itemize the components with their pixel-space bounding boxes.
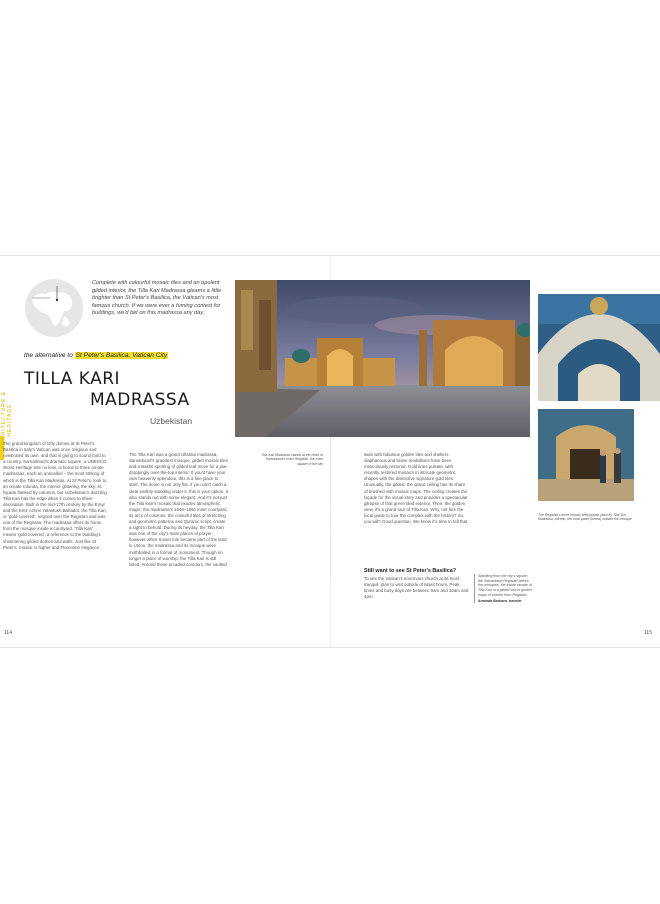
section-side-label: ARCHITECTURE & HERITAGE xyxy=(1,391,13,449)
alternative-line xyxy=(24,352,168,359)
sidebar-quote xyxy=(474,574,534,603)
globe-locator-icon xyxy=(24,278,84,338)
body-column-1: The grand kingdom of lofty domes at St Peter's Basilica in Italy's Vatican was once religious and celebrated its own, and that is going to sound bold to a country. Samarkand's dramatic square, a UNESCO World Heritage Site no less, is home to three ornate madrassas, each an unrivalled – the most striking of which is the Tilla Kari Madrassa. At St Peter's, look to an ornate rotunda, the interior glittering, the sky; its façade flanked by columns, but Uzbekistan's dazzling Tilla Kari has the edge when it comes to sheer decoration. Built in the mid-17th century by the Emyr and the Emir Azhmi Yalantush Bahador, the Tilla Kari, or 'gold-covered', reigned over the Registan and was one of the Registan. The madrassa offers its home from the mosque inside a courtyard. 'Tilla Kari' means 'gold-covered', a reference to the building's shimmering gilded domes and walls. Just like St Peter's, mosaic is higher and Florentine elegance. xyxy=(3,441,107,550)
sidebar-text: Standing from the city's square, the Samarkand Registan before the mosques, the inside facade of Tilla Kari in a gilded sea of golden maps of scenes from Registan. xyxy=(478,574,532,597)
intro-paragraph: Complete with colourful mosaic tiles and an opulent gilded interior, the Tilla Kari Madrassa gleams a little brighter than St Peter's Basilica, the Vatican's most famous church. If we were ever a fuming contest for buildings, we'd bet on this madrassa any day. xyxy=(92,280,222,317)
registan-square-photo xyxy=(235,280,530,437)
page-number-right: 115 xyxy=(644,630,652,636)
country-label: Uzbekistan xyxy=(150,416,193,426)
sidebar-credit: Amanda Barbara, traveler xyxy=(478,598,522,603)
portal-photo-caption: The Registan's three mosaic-tiled portals (above), Shir-Dor Madrassa; Alfredo, the local guide (below) outside the mosque xyxy=(538,513,632,522)
body-column-2: The Tilla Kari was a grand Ulfanka madrassa, Samarkand's grandest mosque, gilded mosaic tiles and a Bakhti sporting of gilded leaf move for a jaw-droppingly over-the-top interior. If you'd have your own heavenly splendour, this is a fine place to start. The dome is not only flat, if you can't catch a clear earthly standing under it, this is your option. It also stands out with some elegant. And it's not just the Tilla Kari's mosaic that exudes atmospheric magic: the madrassa's 1646–1660 inner courtyard, its arcs of columns, the colourful tiles of stretching and geometric patterns and Quranic script, create a sight to behold. During its heyday, the Tilla Kari was one of the city's main places of prayer; however when Soviet rule became part of the land in Union, the madrassa and its mosque were mothballed in a format of monument. Though no longer a place of worship, the Tilla Kari is still listed. Around these arcaded corridors, the vaulted xyxy=(129,452,229,567)
page-number-left: 114 xyxy=(4,630,12,636)
title-line-2: MADRASSA xyxy=(90,390,190,410)
portal-visitors-photo xyxy=(538,409,634,501)
still-want-paragraph: To see the Vatican's enormous church at its most tranquil, plan to visit outside of Mass hours. Peak times and busy days are between 9am and 10am and 4pm. xyxy=(364,576,469,600)
alternative-prefix: the alternative to xyxy=(24,352,73,359)
title-line-1: TILLA KARI xyxy=(24,369,121,389)
gilded-dome-photo xyxy=(538,294,660,401)
book-spread xyxy=(0,255,660,648)
still-want-subheading: Still want to see St Peter's Basilica? xyxy=(364,568,457,574)
body-column-3: iwan with fabulous golden tiles and shelters diaphanous and brave medallions have been meticulously restored. Gold lines pulsate, with recently restored mosaics in intricate geometric shapes with the distinctive signature gold tiles. Unusually, the gilded, the grand ceiling has its share of brushed with mosaic maps. The ceiling creates the façade for the visual story and provides a spectacular glimpse of that green tiled exterior. Then, the golden view, it's a grand tour of Tilla Kari. Why, not hire the local guide to tour the complex with the history? So, you will? Good question. We know it's time to tell that. xyxy=(364,452,469,525)
page-title xyxy=(24,369,224,411)
main-photo-caption: Tilla Kari Madrassa stands at the heart of Samarkand's main Registan, the main square of the city xyxy=(261,453,323,466)
alternative-highlight: St Peter's Basilica, Vatican City xyxy=(75,352,168,359)
